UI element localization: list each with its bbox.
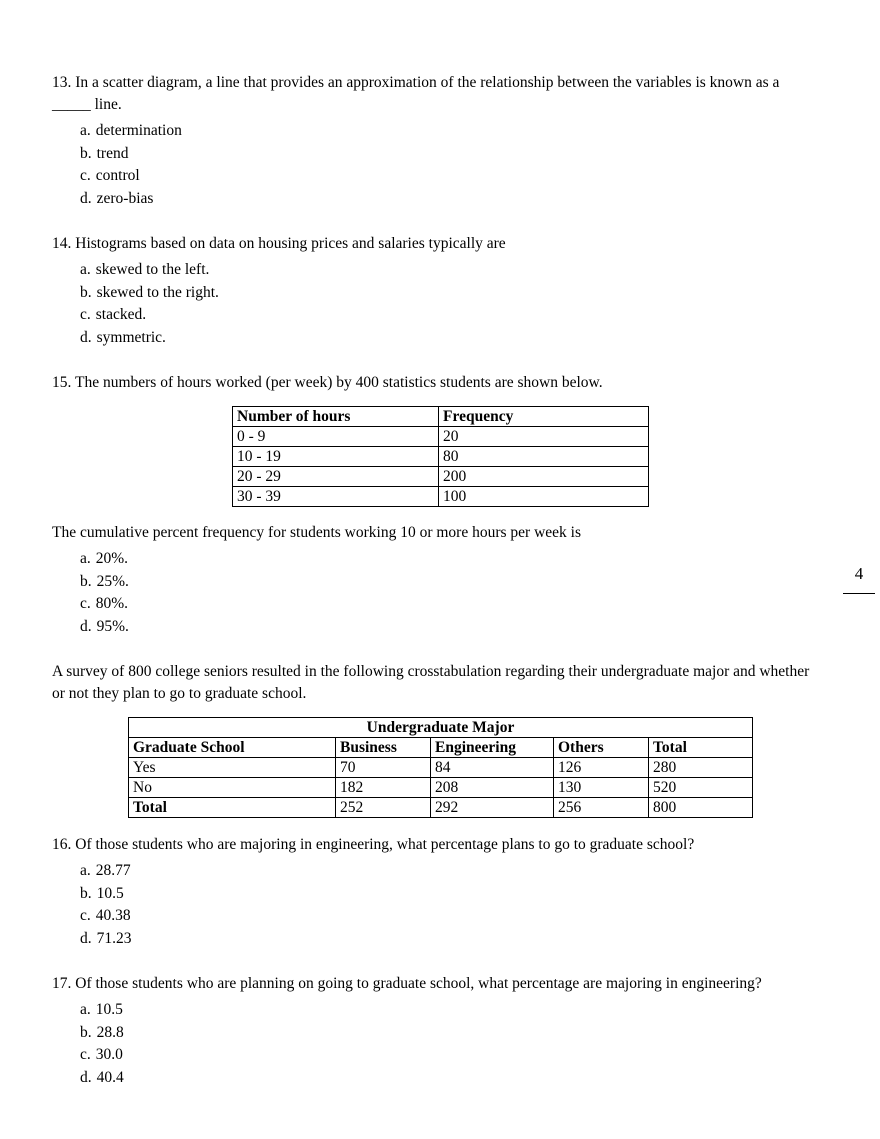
option-17d	[80, 1067, 814, 1090]
question-14-number: 14.	[52, 235, 72, 252]
table-cell: 292	[431, 798, 554, 818]
table-header-cell: Engineering	[431, 738, 554, 758]
table-row	[233, 487, 649, 507]
option-letter: b.	[80, 572, 92, 590]
option-text: stacked.	[95, 306, 147, 323]
option-13c	[80, 165, 814, 188]
option-text: 25%.	[96, 572, 129, 590]
option-text: symmetric.	[96, 328, 166, 346]
option-16a	[80, 860, 814, 883]
table-header-row	[129, 738, 753, 758]
option-letter: a.	[80, 862, 91, 879]
option-letter: a.	[80, 261, 91, 278]
question-13-text-line1: In a scatter diagram, a line that provides an approximation of the relationship between the variables is known as a	[75, 74, 780, 91]
option-15b	[80, 571, 814, 594]
table-cell: 30 - 39	[233, 487, 439, 507]
table-row	[129, 758, 753, 778]
question-15	[52, 372, 814, 638]
option-14b	[80, 282, 814, 305]
table-header-cell: Frequency	[439, 407, 649, 427]
table-cell: 130	[554, 778, 649, 798]
crosstab-section	[52, 661, 814, 950]
question-17	[52, 973, 814, 1089]
table-cell: 280	[649, 758, 753, 778]
table-cell: 80	[439, 447, 649, 467]
table-cell: 20 - 29	[233, 467, 439, 487]
option-text: skewed to the right.	[96, 283, 219, 301]
option-text: 28.77	[95, 862, 131, 879]
question-17-stem	[52, 973, 814, 995]
table-cell: 208	[431, 778, 554, 798]
crosstab-intro-line1: A survey of 800 college seniors resulted in the following crosstabulation regarding their undergraduate major and whether	[52, 663, 810, 680]
table-header-cell: Number of hours	[233, 407, 439, 427]
table-row	[233, 447, 649, 467]
option-text: 10.5	[95, 1001, 123, 1018]
option-text: 40.4	[96, 1068, 124, 1086]
question-15-number: 15.	[52, 374, 72, 391]
option-text: 71.23	[96, 929, 132, 947]
table-cell: 126	[554, 758, 649, 778]
option-letter: c.	[80, 595, 91, 612]
question-15-text: The numbers of hours worked (per week) by 400 statistics students are shown below.	[74, 374, 603, 391]
option-14a	[80, 259, 814, 282]
option-text: determination	[95, 122, 182, 139]
table-cell: 520	[649, 778, 753, 798]
option-letter: c.	[80, 907, 91, 924]
question-14-options	[52, 259, 814, 349]
question-13-number: 13.	[52, 74, 72, 91]
option-text: zero-bias	[96, 189, 154, 207]
question-16-options	[52, 860, 814, 950]
table-cell: 252	[336, 798, 431, 818]
question-17-options	[52, 999, 814, 1089]
option-13b	[80, 143, 814, 166]
option-text: 20%.	[95, 550, 129, 567]
option-text: control	[95, 167, 140, 184]
question-16-number: 16.	[52, 836, 72, 853]
option-letter: b.	[80, 144, 92, 162]
table-header-cell: Total	[649, 738, 753, 758]
question-17-number: 17.	[52, 975, 72, 992]
option-16c	[80, 905, 814, 928]
option-letter: d.	[80, 617, 92, 635]
option-letter: d.	[80, 328, 92, 346]
table-cell: 800	[649, 798, 753, 818]
option-letter: a.	[80, 550, 91, 567]
option-letter: c.	[80, 306, 91, 323]
option-letter: a.	[80, 122, 91, 139]
option-17c	[80, 1044, 814, 1067]
table-header-row	[233, 407, 649, 427]
option-text: 95%.	[96, 617, 129, 635]
table-row	[129, 778, 753, 798]
option-letter: b.	[80, 884, 92, 902]
table-row	[233, 467, 649, 487]
crosstab-intro	[52, 661, 814, 705]
table-cell: Total	[129, 798, 336, 818]
option-14d	[80, 327, 814, 350]
page-content	[52, 72, 814, 1112]
crosstab-table	[128, 717, 753, 818]
table-span-header-row	[129, 718, 753, 738]
page-number-underline	[843, 593, 875, 594]
table-cell: No	[129, 778, 336, 798]
option-text: skewed to the left.	[95, 261, 210, 278]
table-row	[233, 427, 649, 447]
crosstab-intro-line2: or not they plan to go to graduate school.	[52, 685, 307, 702]
option-text: 28.8	[96, 1023, 124, 1041]
question-13	[52, 72, 814, 210]
question-13-options	[52, 120, 814, 210]
option-16b	[80, 883, 814, 906]
option-16d	[80, 928, 814, 951]
table-cell: 256	[554, 798, 649, 818]
question-13-text-line2: _____ line.	[52, 96, 122, 113]
option-letter: d.	[80, 1068, 92, 1086]
table-cell: Yes	[129, 758, 336, 778]
page-number	[843, 564, 875, 594]
option-text: trend	[96, 144, 129, 162]
option-letter: d.	[80, 929, 92, 947]
option-text: 10.5	[96, 884, 124, 902]
option-17b	[80, 1022, 814, 1045]
question-15-followup: The cumulative percent frequency for students working 10 or more hours per week is	[52, 524, 581, 541]
option-17a	[80, 999, 814, 1022]
option-15a	[80, 548, 814, 571]
table-header-cell: Others	[554, 738, 649, 758]
question-16-stem	[52, 834, 814, 856]
hours-frequency-table	[232, 406, 649, 507]
option-letter: d.	[80, 189, 92, 207]
table-cell: 0 - 9	[233, 427, 439, 447]
question-13-stem	[52, 72, 814, 116]
table-cell: 100	[439, 487, 649, 507]
option-13a	[80, 120, 814, 143]
page-number-value: 4	[854, 564, 864, 583]
table-cell: 200	[439, 467, 649, 487]
question-16-text: Of those students who are majoring in engineering, what percentage plans to go to graduate school?	[75, 836, 695, 853]
table-total-row	[129, 798, 753, 818]
option-text: 30.0	[95, 1046, 123, 1063]
table-header-cell: Business	[336, 738, 431, 758]
option-14c	[80, 304, 814, 327]
option-letter: b.	[80, 1023, 92, 1041]
question-14-text: Histograms based on data on housing prices and salaries typically are	[75, 235, 506, 252]
option-letter: c.	[80, 167, 91, 184]
question-15-options	[52, 548, 814, 638]
option-text: 80%.	[95, 595, 129, 612]
option-13d	[80, 188, 814, 211]
option-letter: b.	[80, 283, 92, 301]
option-15c	[80, 593, 814, 616]
table-cell: 10 - 19	[233, 447, 439, 467]
question-14-stem	[52, 233, 814, 255]
question-15-stem	[52, 372, 814, 394]
table-cell: 20	[439, 427, 649, 447]
question-17-text: Of those students who are planning on going to graduate school, what percentage are majoring in engineering?	[75, 975, 762, 992]
option-15d	[80, 616, 814, 639]
table-cell: 84	[431, 758, 554, 778]
table-header-cell: Graduate School	[129, 738, 336, 758]
option-letter: c.	[80, 1046, 91, 1063]
table-cell: 182	[336, 778, 431, 798]
table-span-header: Undergraduate Major	[129, 718, 753, 738]
question-14	[52, 233, 814, 349]
table-cell: 70	[336, 758, 431, 778]
option-text: 40.38	[95, 907, 131, 924]
option-letter: a.	[80, 1001, 91, 1018]
